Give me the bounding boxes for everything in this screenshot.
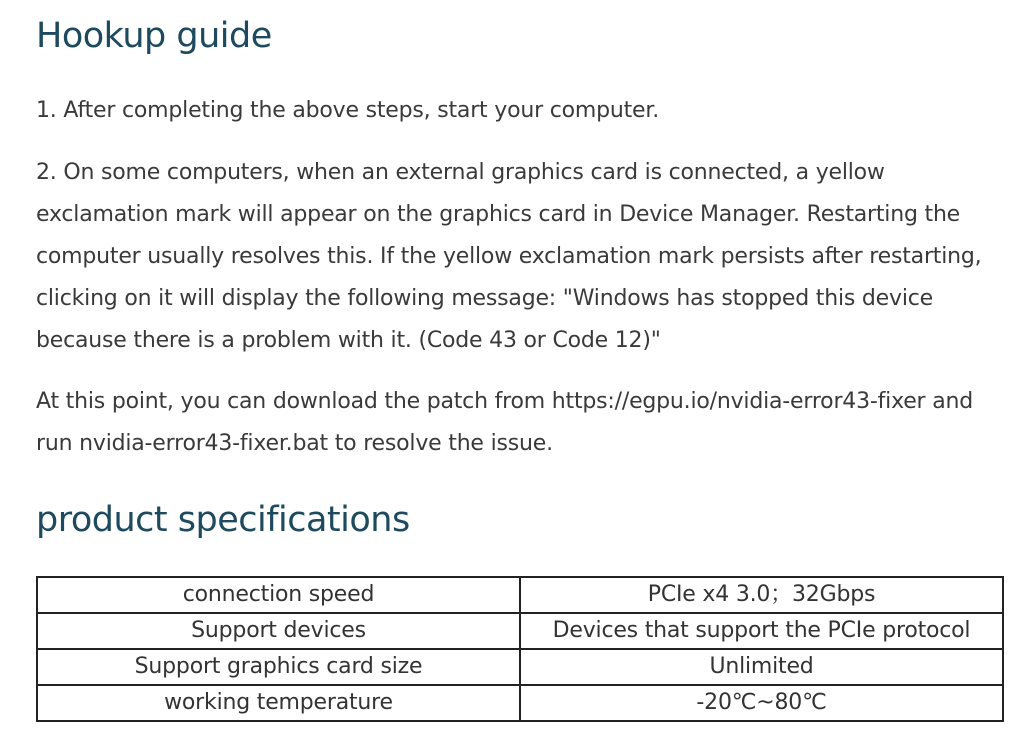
spec-label: working temperature	[37, 685, 520, 721]
spec-value: Unlimited	[520, 649, 1003, 685]
spec-label: connection speed	[37, 577, 520, 613]
hookup-guide-heading: Hookup guide	[36, 16, 272, 56]
spec-label: Support devices	[37, 613, 520, 649]
hookup-step-1: 1. After completing the above steps, start your computer.	[36, 98, 660, 123]
spec-label: Support graphics card size	[37, 649, 520, 685]
product-specifications-heading: product specifications	[36, 500, 410, 540]
hookup-step-2: 2. On some computers, when an external graphics card is connected, a yellow exclamation mark will appear on the graphics card in Device Manager. Restarting the computer usually resolves this. If the yellow exclamation mark persists after restarting, clicking on it will display the following message: "Windows has stopped this device because there is a problem with it. (Code 43 or Code 12)"	[36, 160, 982, 353]
spec-value: -20℃~80℃	[520, 685, 1003, 721]
table-row	[37, 613, 1003, 649]
specifications-table	[36, 576, 1004, 722]
table-row	[37, 577, 1003, 613]
hookup-note: At this point, you can download the patch from https://egpu.io/nvidia-error43-fixer and run nvidia-error43-fixer.bat to resolve the issue.	[36, 389, 973, 456]
spec-value: PCIe x4 3.0；32Gbps	[520, 577, 1003, 613]
spec-value: Devices that support the PCIe protocol	[520, 613, 1003, 649]
table-row	[37, 685, 1003, 721]
table-row	[37, 649, 1003, 685]
